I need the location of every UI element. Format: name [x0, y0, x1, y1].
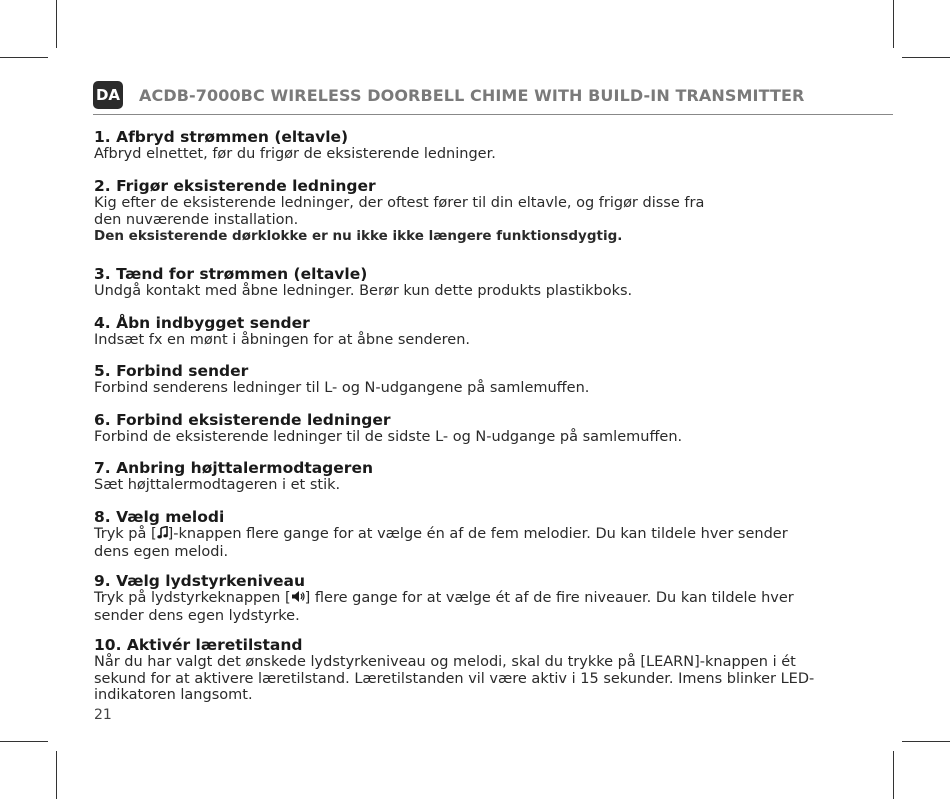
crop-mark	[893, 0, 894, 48]
step-text: Indsæt fx en mønt i åbningen for at åbne senderen.	[94, 332, 471, 348]
step-5	[94, 362, 854, 411]
step-text: Sæt højttalermodtageren i et stik.	[94, 477, 341, 493]
step-title: 5. Forbind sender	[94, 362, 249, 380]
instructions	[94, 128, 854, 704]
music-note-icon	[157, 526, 168, 544]
step-text: Undgå kontakt med åbne ledninger. Berør kun dette produkts plastikboks.	[94, 283, 633, 299]
step-text: Forbind de eksisterende ledninger til de sidste L- og N-udgange på samlemuffen.	[94, 429, 683, 445]
step-title: 8. Vælg melodi	[94, 508, 225, 526]
speaker-icon	[291, 590, 305, 608]
crop-mark	[56, 0, 57, 48]
step-2	[94, 177, 854, 265]
page-header	[93, 81, 893, 111]
step-text: Kig efter de eksisterende ledninger, der oftest fører til din eltavle, og frigør disse fra	[94, 195, 705, 211]
step-8	[94, 508, 854, 572]
step-text: Afbryd elnettet, før du frigør de eksisterende ledninger.	[94, 146, 496, 162]
crop-mark	[902, 741, 950, 742]
step-title: 2. Frigør eksisterende ledninger	[94, 177, 376, 195]
step-text: Når du har valgt det ønskede lydstyrkeniveau og melodi, skal du trykke på [LEARN]-knappen i ét	[94, 654, 796, 670]
step-1	[94, 128, 854, 177]
step-10	[94, 636, 854, 704]
step-6	[94, 411, 854, 459]
crop-mark	[902, 57, 950, 58]
step-3	[94, 265, 854, 314]
step-9	[94, 572, 854, 636]
step-title: 7. Anbring højttalermodtageren	[94, 459, 373, 477]
step-text: indikatoren langsomt.	[94, 687, 253, 703]
crop-mark	[0, 741, 48, 742]
step-text: Forbind senderens ledninger til L- og N-udgangene på samlemuffen.	[94, 380, 590, 396]
document-title: ACDB-7000BC WIRELESS DOORBELL CHIME WITH BUILD-IN TRANSMITTER	[139, 86, 805, 105]
step-title: 10. Aktivér læretilstand	[94, 636, 303, 654]
step-text: sekund for at aktivere læretilstand. Læretilstanden vil være aktiv i 15 sekunder. Imens blinker LED-	[94, 670, 815, 687]
step-text: sender dens egen lydstyrke.	[94, 607, 300, 624]
step-text: den nuværende installation.	[94, 211, 299, 228]
step-note: Den eksisterende dørklokke er nu ikke ikke længere funktionsdygtig.	[94, 228, 623, 244]
step-4	[94, 314, 854, 362]
page-number: 21	[94, 707, 112, 723]
step-title: 6. Forbind eksisterende ledninger	[94, 411, 391, 429]
step-title: 4. Åbn indbygget sender	[94, 314, 310, 332]
header-divider	[93, 114, 893, 115]
step-title: 1. Afbryd strømmen (eltavle)	[94, 128, 349, 146]
step-title: 9. Vælg lydstyrkeniveau	[94, 572, 306, 590]
crop-mark	[893, 751, 894, 799]
step-text: Tryk på lydstyrkeknappen [ ] flere gange for at vælge ét af de fire niveauer. Du kan tildele hver	[94, 590, 794, 606]
step-7	[94, 459, 854, 508]
crop-mark	[0, 57, 48, 58]
step-text: dens egen melodi.	[94, 543, 229, 560]
step-text: Tryk på [ ]-knappen flere gange for at vælge én af de fem melodier. Du kan tildele hver sender	[94, 526, 788, 542]
step-title: 3. Tænd for strømmen (eltavle)	[94, 265, 368, 283]
crop-mark	[56, 751, 57, 799]
language-badge: DA	[93, 81, 123, 109]
